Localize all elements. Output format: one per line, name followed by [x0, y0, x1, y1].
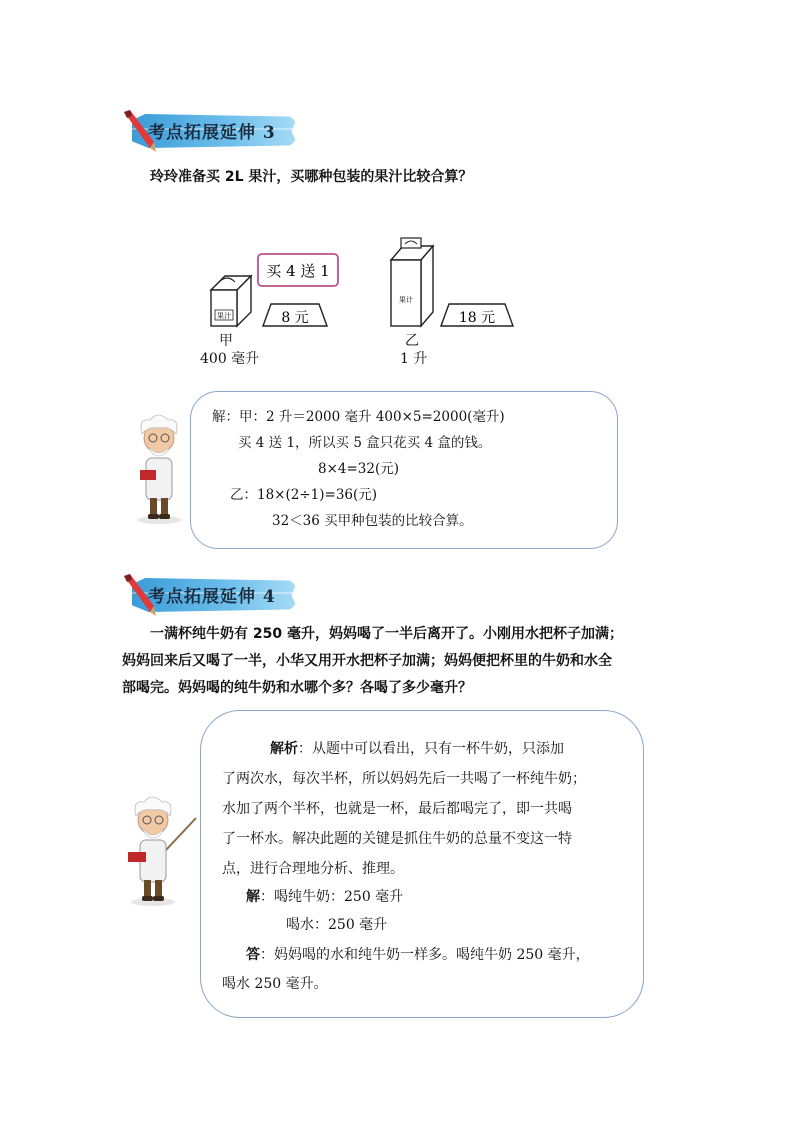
answer-text-1: ：妈妈喝的水和纯牛奶一样多。喝纯牛奶 250 毫升，	[260, 947, 590, 963]
solution-4-line-1	[246, 886, 403, 906]
name-b: 乙	[405, 333, 419, 349]
answer-line-1	[246, 944, 590, 964]
volume-b: 1 升	[400, 351, 428, 367]
professor-pointing-illustration	[120, 790, 200, 908]
professor-illustration	[126, 408, 192, 526]
answer-label: 答	[246, 947, 260, 963]
solution-4-text-1: ：喝纯牛奶：250 毫升	[260, 889, 404, 905]
section-4-banner	[118, 572, 298, 616]
price-b: 18 元	[458, 310, 496, 326]
solution-3-line-3: 8×4=32(元)	[318, 461, 400, 477]
section-4-question-line-3: 部喝完。妈妈喝的纯牛奶和水哪个多？各喝了多少毫升？	[122, 680, 472, 696]
carton-a-label: 果汁	[217, 312, 231, 320]
carton-b	[391, 238, 433, 326]
section-4-question-line-2: 妈妈回来后又喝了一半，小华又用开水把杯子加满；妈妈便把杯里的牛奶和水全	[122, 653, 612, 669]
volume-a: 400 毫升	[200, 351, 260, 367]
price-a: 8 元	[281, 310, 309, 326]
analysis-label: 解析	[270, 741, 298, 757]
juice-figure	[195, 232, 525, 367]
analysis-line-1	[270, 738, 564, 758]
solution-3-line-4: 乙：18×(2÷1)=36(元)	[230, 487, 378, 503]
solution-3-line-2: 买 4 送 1，所以买 5 盒只花买 4 盒的钱。	[238, 435, 492, 451]
analysis-line-3: 水加了两个半杯，也就是一杯，最后都喝完了，即一共喝	[222, 801, 572, 817]
carton-b-label: 果计	[399, 296, 413, 304]
section-3-title: 考点拓展延伸 3	[148, 123, 276, 143]
solution-label: 解	[246, 889, 260, 905]
analysis-line-5: 点，进行合理地分析、推理。	[222, 861, 404, 877]
section-3-banner	[118, 108, 298, 152]
solution-3-line-5: 32＜36 买甲种包装的比较合算。	[272, 513, 473, 529]
analysis-line-4: 了一杯水。解决此题的关键是抓住牛奶的总量不变这一特	[222, 831, 572, 847]
analysis-line-2: 了两次水，每次半杯，所以妈妈先后一共喝了一杯纯牛奶；	[222, 771, 586, 787]
analysis-text-1: ：从题中可以看出，只有一杯牛奶，只添加	[298, 741, 564, 757]
section-4-title: 考点拓展延伸 4	[148, 587, 276, 607]
section-4-question-line-1: 一满杯纯牛奶有 250 毫升，妈妈喝了一半后离开了。小刚用水把杯子加满；	[150, 626, 623, 642]
solution-4-line-2: 喝水：250 毫升	[286, 917, 388, 933]
solution-3-line-1: 解：甲：2 升＝2000 毫升 400×5=2000(毫升)	[212, 409, 505, 425]
section-3-question: 玲玲准备买 2L 果汁，买哪种包装的果汁比较合算？	[150, 169, 473, 185]
name-a: 甲	[219, 333, 233, 349]
answer-line-2: 喝水 250 毫升。	[222, 976, 328, 992]
promo-text: 买 4 送 1	[266, 262, 330, 280]
